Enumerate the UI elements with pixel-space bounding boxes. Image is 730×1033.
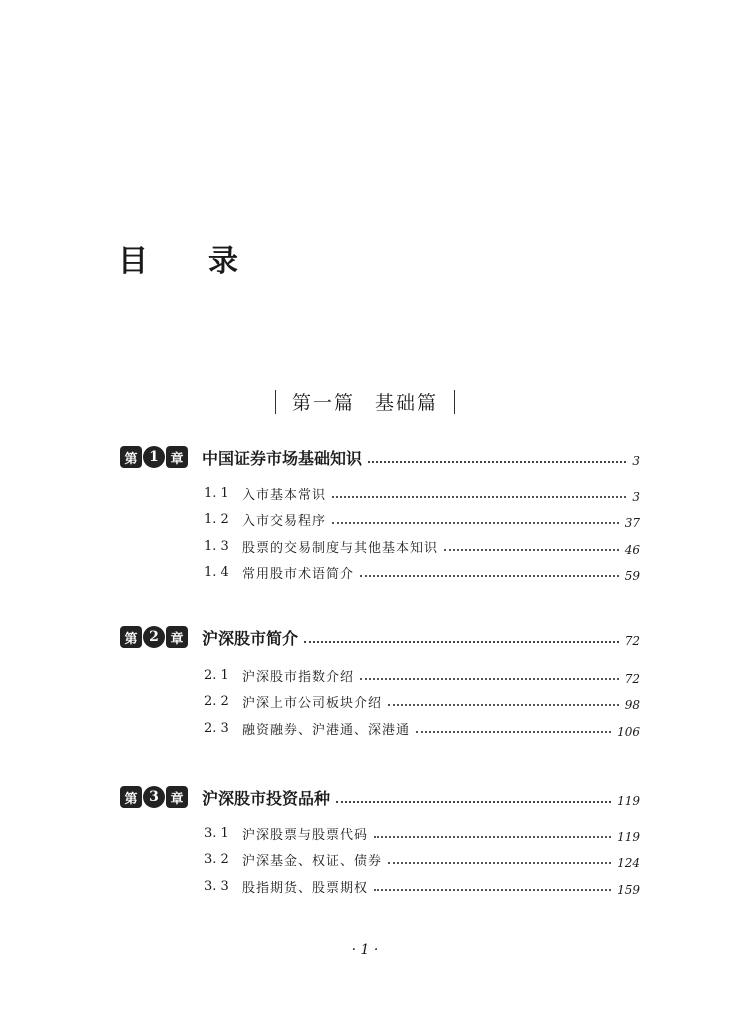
chapter-badge (120, 785, 188, 809)
section-title: 入市交易程序 (242, 513, 327, 529)
page-number: 106 (617, 725, 640, 739)
leader-dots (388, 862, 611, 864)
section-entry[interactable] (204, 823, 640, 843)
part-label-a: 第一篇 (291, 392, 355, 414)
page-number: 37 (624, 516, 640, 530)
badge-zhang: 章 (166, 446, 188, 468)
section-entry[interactable] (204, 562, 640, 582)
leader-dots (332, 522, 619, 524)
leader-dots (332, 496, 626, 498)
page-folio: · 1 · (351, 942, 379, 958)
section-number: 1. 1 (204, 485, 229, 501)
leader-dots (304, 641, 619, 643)
section-title: 股指期货、股票期权 (242, 880, 369, 896)
toc-title (118, 236, 238, 280)
badge-number: 1 (143, 446, 165, 468)
section-title: 沪深基金、权证、债券 (242, 853, 383, 869)
part-label-b: 基础篇 (375, 392, 439, 414)
leader-dots (444, 549, 619, 551)
page-number: 159 (617, 883, 640, 897)
section-entry[interactable] (204, 718, 640, 738)
part-bar-right (454, 390, 455, 414)
section-number: 1. 2 (204, 511, 229, 527)
badge-number: 2 (143, 626, 165, 648)
page-number: 98 (624, 698, 640, 712)
page-number: 119 (617, 794, 640, 808)
section-entry[interactable] (204, 536, 640, 556)
section-title: 沪深股市指数介绍 (242, 669, 355, 685)
section-entry[interactable] (204, 483, 640, 503)
section-title: 沪深上市公司板块介绍 (242, 695, 383, 711)
page-number: 3 (632, 454, 640, 468)
section-number: 2. 1 (204, 667, 229, 683)
section-number: 3. 1 (204, 825, 229, 841)
chapter-entry[interactable] (120, 784, 640, 810)
section-number: 3. 3 (204, 878, 229, 894)
section-entry[interactable] (204, 876, 640, 896)
badge-number: 3 (143, 786, 165, 808)
badge-zhang: 章 (166, 626, 188, 648)
chapter-entry[interactable] (120, 444, 640, 470)
chapter-badge (120, 625, 188, 649)
page-number: 72 (624, 634, 640, 648)
part-label (292, 388, 438, 415)
badge-di: 第 (120, 446, 142, 468)
chapter-badge (120, 445, 188, 469)
section-number: 1. 3 (204, 538, 229, 554)
chapter-entry[interactable] (120, 624, 640, 650)
section-title: 股票的交易制度与其他基本知识 (242, 540, 439, 556)
badge-di: 第 (120, 626, 142, 648)
toc-title-char-1: 目 (118, 244, 148, 279)
section-entry[interactable] (204, 849, 640, 869)
badge-zhang: 章 (166, 786, 188, 808)
page-number: 59 (624, 569, 640, 583)
leader-dots (360, 678, 619, 680)
section-number: 3. 2 (204, 851, 229, 867)
section-title: 常用股市术语简介 (242, 566, 355, 582)
section-entry[interactable] (204, 665, 640, 685)
page-number: 46 (624, 543, 640, 557)
section-title: 沪深股票与股票代码 (242, 827, 369, 843)
section-title: 融资融券、沪港通、深港通 (242, 722, 411, 738)
section-entry[interactable] (204, 691, 640, 711)
badge-di: 第 (120, 786, 142, 808)
leader-dots (374, 836, 611, 838)
section-number: 2. 2 (204, 693, 229, 709)
section-title: 入市基本常识 (242, 487, 327, 503)
section-entry[interactable] (204, 509, 640, 529)
page-number: 119 (617, 830, 640, 844)
leader-dots (360, 575, 619, 577)
chapter-title: 沪深股市投资品种 (202, 788, 331, 808)
part-heading (0, 388, 730, 415)
chapter-title: 沪深股市简介 (202, 628, 299, 648)
toc-title-char-2: 录 (208, 244, 238, 279)
section-number: 1. 4 (204, 564, 229, 580)
page-number: 124 (617, 856, 640, 870)
leader-dots (388, 704, 619, 706)
leader-dots (336, 801, 611, 803)
page-number: 3 (632, 490, 640, 504)
section-number: 2. 3 (204, 720, 229, 736)
leader-dots (368, 461, 626, 463)
leader-dots (416, 731, 611, 733)
leader-dots (374, 889, 611, 891)
chapter-title: 中国证券市场基础知识 (202, 448, 363, 468)
page-number: 72 (624, 672, 640, 686)
part-bar-left (275, 390, 276, 414)
